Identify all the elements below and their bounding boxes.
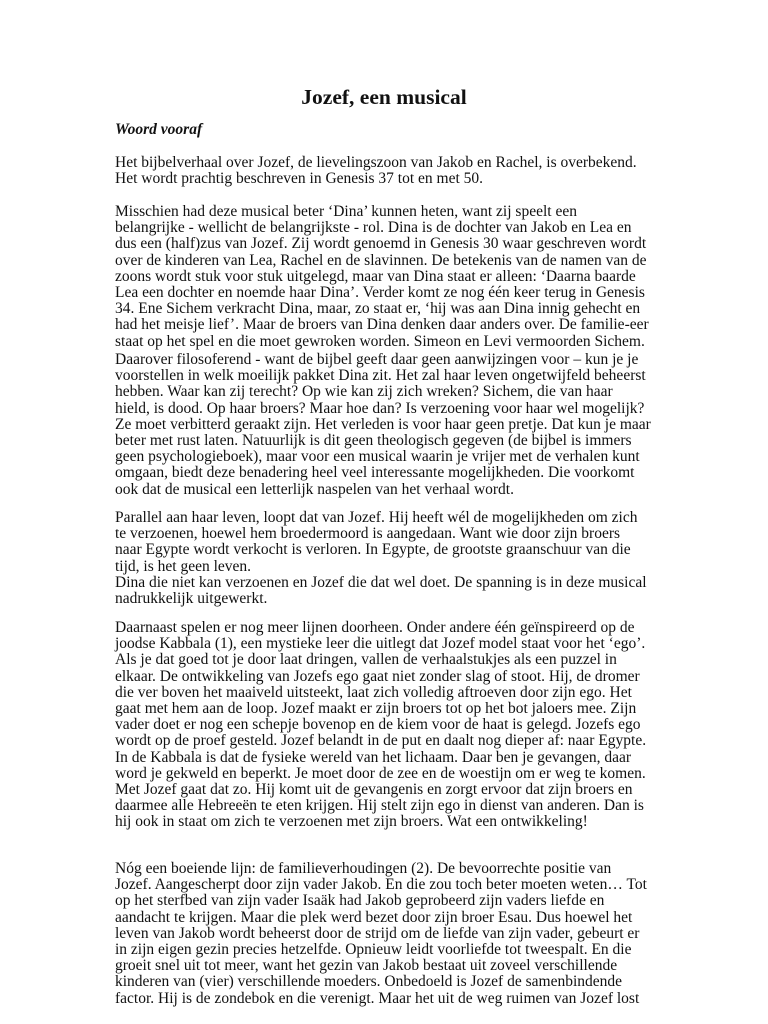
text-line: Het wordt prachtig beschreven in Genesis 37 tot en met 50. — [115, 170, 484, 188]
text-line: Misschien had deze musical beter ‘Dina’ kunnen heten, want zij speelt een — [115, 203, 577, 220]
text-line: In de Kabbala is dat de fysieke wereld van het lichaam. Daar ben je gevangen, daar — [115, 748, 632, 766]
text-line: omgaan, biedt deze benadering heel veel interessante mogelijkheden. Die voorkomt — [115, 464, 635, 482]
paragraph-dina — [115, 204, 660, 350]
paragraph-family — [115, 861, 660, 1007]
text-line: daarmee alle Hebreeën te eten krijgen. Hij stelt zijn ego in dienst van anderen. Dan is — [115, 797, 644, 815]
text-line: te verzoenen, hoewel hem broedermoord is aangedaan. Want wie door zijn broers — [115, 525, 621, 543]
text-line: vader doet er nog een schepje bovenop en de kiem voor de haat is gelegd. Jozefs ego — [115, 716, 641, 734]
text-line: Ze moet verbitterd geraakt zijn. Het verleden is voor haar geen pretje. Dat kun je maar — [115, 415, 651, 433]
text-line: dus een (half)zus van Jozef. Zij wordt genoemd in Genesis 30 waar geschreven wordt — [115, 235, 647, 253]
text-line: Het bijbelverhaal over Jozef, de lievelingszoon van Jakob en Rachel, is overbekend. — [115, 154, 637, 171]
text-line: factor. Hij is de zondebok en die verenigt. Maar het uit de weg ruimen van Jozef lost — [115, 989, 640, 1007]
text-line: zoons wordt stuk voor stuk uitgelegd, maar van Dina staat er alleen: ‘Daarna baarde — [115, 267, 636, 285]
text-line: in zijn eigen gezin precies hetzelfde. Opnieuw leidt voorliefde tot tweespalt. En die — [115, 941, 632, 959]
text-line: Jozef. Aangescherpt door zijn vader Jakob. En die zou toch beter moeten weten… Tot — [115, 876, 647, 894]
text-line: nadrukkelijk uitgewerkt. — [115, 590, 268, 608]
text-line: Parallel aan haar leven, loopt dat van Jozef. Hij heeft wél de mogelijkheden om zich — [115, 509, 638, 526]
text-line: leven van Jakob wordt beheerst door de strijd om de liefde van zijn vader, gebeurt er — [115, 924, 640, 942]
text-line: Daarnaast spelen er nog meer lijnen doorheen. Onder andere één geïnspireerd op de — [115, 619, 635, 636]
text-line: hij ook in staat om zich te verzoenen met zijn broers. Wat een ontwikkeling! — [115, 813, 588, 831]
text-line: word je gekweld en beperkt. Je moet door de zee en de woestijn om er weg te komen. — [115, 764, 646, 782]
text-line: hield, is dood. Op haar broers? Maar hoe dan? Is verzoening voor haar wel mogelijk? — [115, 399, 645, 417]
text-line: geen psychologieboek), maar voor een musical waarin je vrijer met de verhalen kunt — [115, 448, 640, 466]
text-line: kinderen van (vier) verschillende moeders. Onbedoeld is Jozef de samenbindende — [115, 973, 623, 991]
text-line: Dina die niet kan verzoenen en Jozef die dat wel doet. De spanning is in deze musical — [115, 573, 647, 591]
text-line: naar Egypte wordt verkocht is verloren. In Egypte, de grootste graanschuur van die — [115, 541, 631, 559]
text-line: aandacht te krijgen. Maar die plek werd bezet door zijn broer Esau. Dus hoewel het — [115, 908, 633, 926]
text-line: had het meisje lief’. Maar de broers van Dina denken daar anders over. De familie-eer — [115, 316, 649, 334]
text-line: die ver boven het maaiveld uitsteekt, laat zich volledig aftroeven door zijn ego. Het — [115, 683, 632, 701]
text-line: joodse Kabbala (1), een mystieke leer die uitlegt dat Jozef model staat voor het ‘ego’. — [115, 635, 646, 653]
text-line: 34. Ene Sichem verkracht Dina, maar, zo staat er, ‘hij was aan Dina innig gehecht en — [115, 300, 641, 318]
paragraph-philosophy — [115, 352, 660, 498]
text-line: Daarover filosoferend - want de bijbel geeft daar geen aanwijzingen voor – kun je je — [115, 351, 639, 368]
paragraph-parallel — [115, 510, 660, 607]
paragraph-intro — [115, 155, 660, 187]
text-line: gaat met hem aan de loop. Jozef maakt er zijn broers tot op het bot jaloers mee. Zijn — [115, 700, 637, 718]
text-line: tijd, is het geen leven. — [115, 557, 252, 575]
text-line: Als je dat goed tot je door laat dringen, vallen de verhaalstukjes als een puzzel in — [115, 651, 617, 669]
text-line: belangrijke - wellicht de belangrijkste - rol. Dina is de dochter van Jakob en Lea en — [115, 219, 632, 237]
text-line: voorstellen in welk moeilijk pakket Dina zit. Het zal haar leven ongetwijfeld beheerst — [115, 367, 646, 385]
paragraph-kabbala — [115, 620, 660, 831]
text-line: elkaar. De ontwikkeling van Jozefs ego gaat niet zonder slag of stoot. Hij, de dromer — [115, 667, 640, 685]
text-line: beter met rust laten. Natuurlijk is dit geen theologisch gegeven (de bijbel is immers — [115, 432, 632, 450]
text-line: groeit snel uit tot meer, want het gezin van Jakob bestaat uit zoveel verschillende — [115, 957, 618, 975]
text-line: Lea een dochter en noemde haar Dina’. Verder komt ze nog één keer terug in Genesis — [115, 284, 645, 302]
text-line: staat op het spel en die moet gewroken worden. Simeon en Levi vermoorden Sichem. — [115, 332, 645, 350]
document-title: Jozef, een musical — [301, 85, 467, 109]
text-line: ook dat de musical een letterlijk naspelen van het verhaal wordt. — [115, 480, 514, 498]
text-line: over de kinderen van Lea, Rachel en de slavinnen. De betekenis van de namen van de — [115, 251, 647, 269]
text-line: op het sterfbed van zijn vader Isaäk had Jakob geprobeerd zijn vaders liefde en — [115, 892, 605, 910]
text-line: Met Jozef gaat dat zo. Hij komt uit de gevangenis en zorgt ervoor dat zijn broers en — [115, 781, 633, 799]
text-line: hebben. Waar kan zij terecht? Op wie kan zij zich wreken? Sichem, die van haar — [115, 383, 613, 401]
text-line: Nóg een boeiende lijn: de familieverhoudingen (2). De bevoorrechte positie van — [115, 860, 612, 877]
text-line: wordt op de proef gesteld. Jozef belandt in de put en daalt nog dieper af: naar Egypte. — [115, 732, 647, 750]
section-heading: Woord vooraf — [115, 121, 203, 138]
